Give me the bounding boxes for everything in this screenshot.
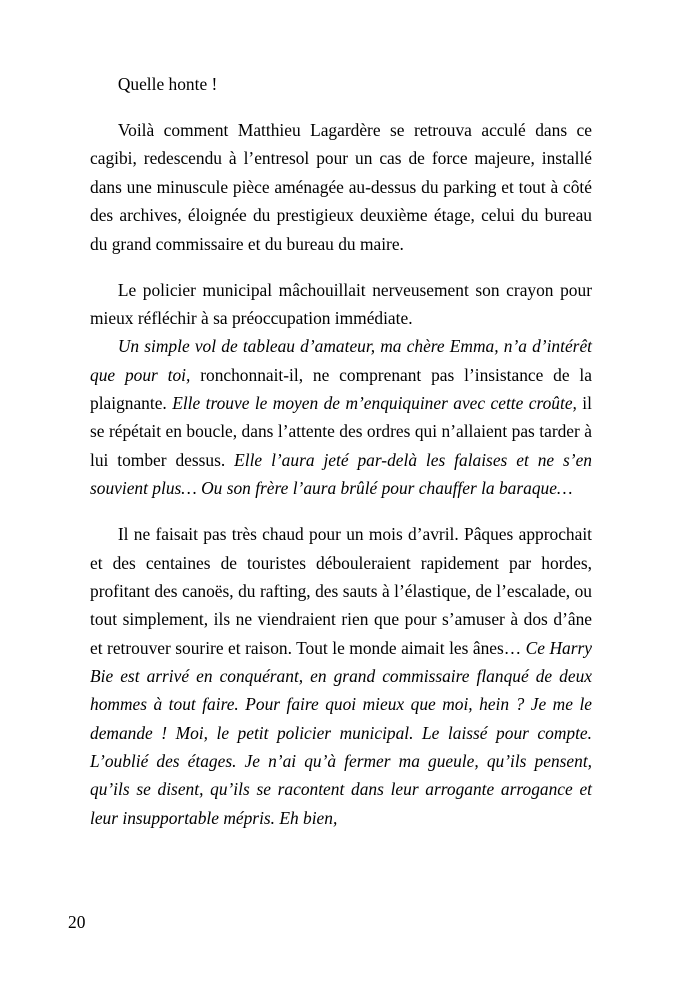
text-run: Il ne faisait pas très chaud pour un mois d’avril. Pâques approchait et des centaines de touristes débouleraient rapidement par hordes, profitant des canoës, du rafting, des sauts à l’élastique, de l’escalade, ou tout simplement, ils ne viendraient rien que pour s’amuser à dos d’âne et retrouver sourire et raison. Tout le monde aimait les ânes… [90, 524, 592, 658]
text-run: Le policier municipal mâchouillait nerveusement son crayon pour mieux réfléchir à sa préoccupation immédiate. [90, 279, 592, 328]
paragraph [90, 520, 592, 832]
paragraph-container [90, 70, 592, 832]
italic-text-run: Ce Harry Bie est arrivé en conquérant, en grand commissaire flanqué de deux hommes à tout faire. Pour faire quoi mieux que moi, hein ? Je me le demande ! Moi, le petit policier municipal. Le laissé pour compte. L’oublié des étages. Je n’ai qu’à fermer ma gueule, qu’ils pensent, qu’ils se disent, qu’ils se racontent dans leur arrogante arrogance et leur insupportable mépris. Eh bien, [90, 637, 592, 828]
page-number: 20 [68, 912, 86, 932]
italic-text-run: Elle trouve le moyen de m’enquiquiner avec cette croûte, [172, 393, 577, 414]
paragraph [90, 116, 592, 258]
page-text-body [90, 70, 592, 832]
text-run: ronchonnait-il, ne comprenant pas l’insistance de la plaignante. [90, 364, 592, 414]
paragraph [90, 276, 592, 333]
paragraph [90, 332, 592, 502]
text-run: Voilà comment Matthieu Lagardère se retrouva acculé dans ce cagibi, redescendu à l’entresol pour un cas de force majeure, installé dans une minuscule pièce aménagée au-dessus du parking et tout à côté des archives, éloignée du prestigieux deuxième étage, celui du bureau du grand commissaire et du bureau du maire. [90, 120, 592, 254]
italic-text-run: Elle l’aura jeté par-delà les falaises et ne s’en souvient plus… Ou son frère l’aura brûlé pour chauffer la baraque… [90, 449, 592, 499]
paragraph [90, 70, 592, 98]
italic-text-run: Un simple vol de tableau d’amateur, ma chère Emma, n’a d’intérêt que pour toi, [90, 336, 592, 385]
text-run: il se répétait en boucle, dans l’attente des ordres qui n’allaient pas tarder à lui tomber dessus. [90, 393, 592, 470]
text-run: Quelle honte ! [117, 74, 218, 94]
